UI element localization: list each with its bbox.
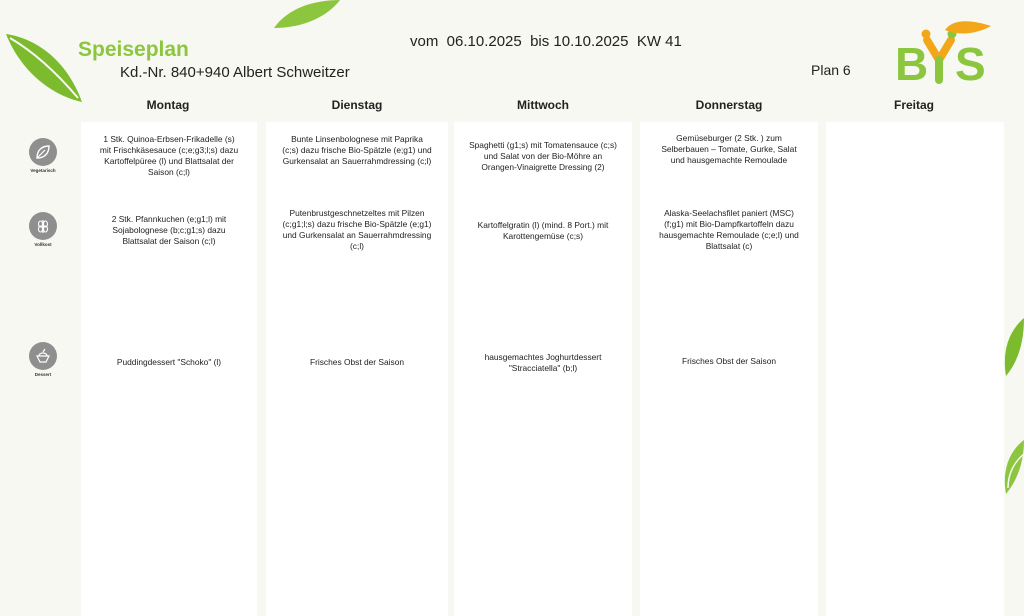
menu-cell-vollkost-montag: 2 Stk. Pfannkuchen (e;g1;l) mit Sojabolognese (b;c;g1;s) dazu Blattsalat der Saison (c;l) xyxy=(111,214,227,246)
column-montag xyxy=(81,122,257,616)
menu-cell-dessert-mittwoch: hausgemachtes Joghurtdessert "Stracciatella" (b;l) xyxy=(484,352,602,373)
column-freitag xyxy=(826,122,1004,616)
column-dienstag xyxy=(266,122,448,616)
menu-cell-dessert-donnerstag: Frisches Obst der Saison xyxy=(681,356,777,366)
leaf-decoration-top-left xyxy=(4,28,84,106)
column-donnerstag xyxy=(640,122,818,616)
menu-cell-vollkost-donnerstag: Alaska-Seelachsfilet paniert (MSC) (f;g1) mit Bio-Dampfkartoffeln dazu hausgemachte Remoulade (c;e;l) und Blattsalat (c) xyxy=(659,208,799,251)
day-header-montag: Montag xyxy=(146,98,190,112)
row-caption-vegetarisch: Vegetarisch xyxy=(30,168,56,173)
leaf-decoration-right-2 xyxy=(1002,440,1024,496)
menu-cell-vegetarisch-dienstag: Bunte Linsenbolognese mit Paprika (c;s) dazu frische Bio-Spätzle (e;g1) und Gurkensalat an Sauerrahmdressing (c;l) xyxy=(282,134,432,166)
menu-cell-vollkost-mittwoch: Kartoffelgratin (l) (mind. 8 Port.) mit Karottengemüse (c;s) xyxy=(477,220,609,241)
page-title: Speiseplan xyxy=(78,38,189,61)
leaf-decoration-top xyxy=(272,0,342,30)
day-header-dienstag: Dienstag xyxy=(331,98,383,112)
grain-icon xyxy=(34,217,52,235)
row-caption-vollkost: Vollkost xyxy=(34,242,52,247)
menu-cell-dessert-dienstag: Frisches Obst der Saison xyxy=(309,357,405,367)
row-icon-vollkost xyxy=(28,212,58,247)
menu-cell-vegetarisch-donnerstag: Gemüseburger (2 Stk. ) zum Selberbauen – Tomate, Gurke, Salat und hausgemachte Remoulade xyxy=(661,133,797,165)
leaf-icon xyxy=(34,143,52,161)
day-header-freitag: Freitag xyxy=(893,98,934,112)
row-icon-dessert xyxy=(28,342,58,377)
menu-cell-vegetarisch-montag: 1 Stk. Quinoa-Erbsen-Frikadelle (s) mit Frischkäsesauce (c;e;g3;l;s) dazu Kartoffelpüree (l) und Blattsalat der Saison (c;l) xyxy=(99,134,239,177)
menu-cell-vollkost-dienstag: Putenbrustgeschnetzeltes mit Pilzen (c;g1;l;s) dazu frische Bio-Spätzle (e;g1) und Gurkensalat an Sauerrahmdressing (c;l) xyxy=(282,208,432,251)
row-icon-vegetarisch xyxy=(28,138,58,173)
day-header-donnerstag: Donnerstag xyxy=(695,98,763,112)
plan-label: Plan 6 xyxy=(811,62,851,78)
menu-cell-dessert-montag: Puddingdessert "Schoko" (l) xyxy=(116,357,222,367)
bys-logo xyxy=(893,20,1001,86)
row-caption-dessert: Dessert xyxy=(34,372,52,377)
date-range: vom 06.10.2025 bis 10.10.2025 KW 41 xyxy=(410,33,682,50)
svg-text:S: S xyxy=(955,38,986,86)
day-header-mittwoch: Mittwoch xyxy=(517,98,569,112)
customer-number: Kd.-Nr. 840+940 Albert Schweitzer xyxy=(120,64,350,81)
svg-text:B: B xyxy=(895,38,929,86)
dessert-icon xyxy=(34,347,52,365)
menu-cell-vegetarisch-mittwoch: Spaghetti (g1;s) mit Tomatensauce (c;s) und Salat von der Bio-Möhre an Orangen-Vinaigrette Dressing (2) xyxy=(469,140,617,172)
